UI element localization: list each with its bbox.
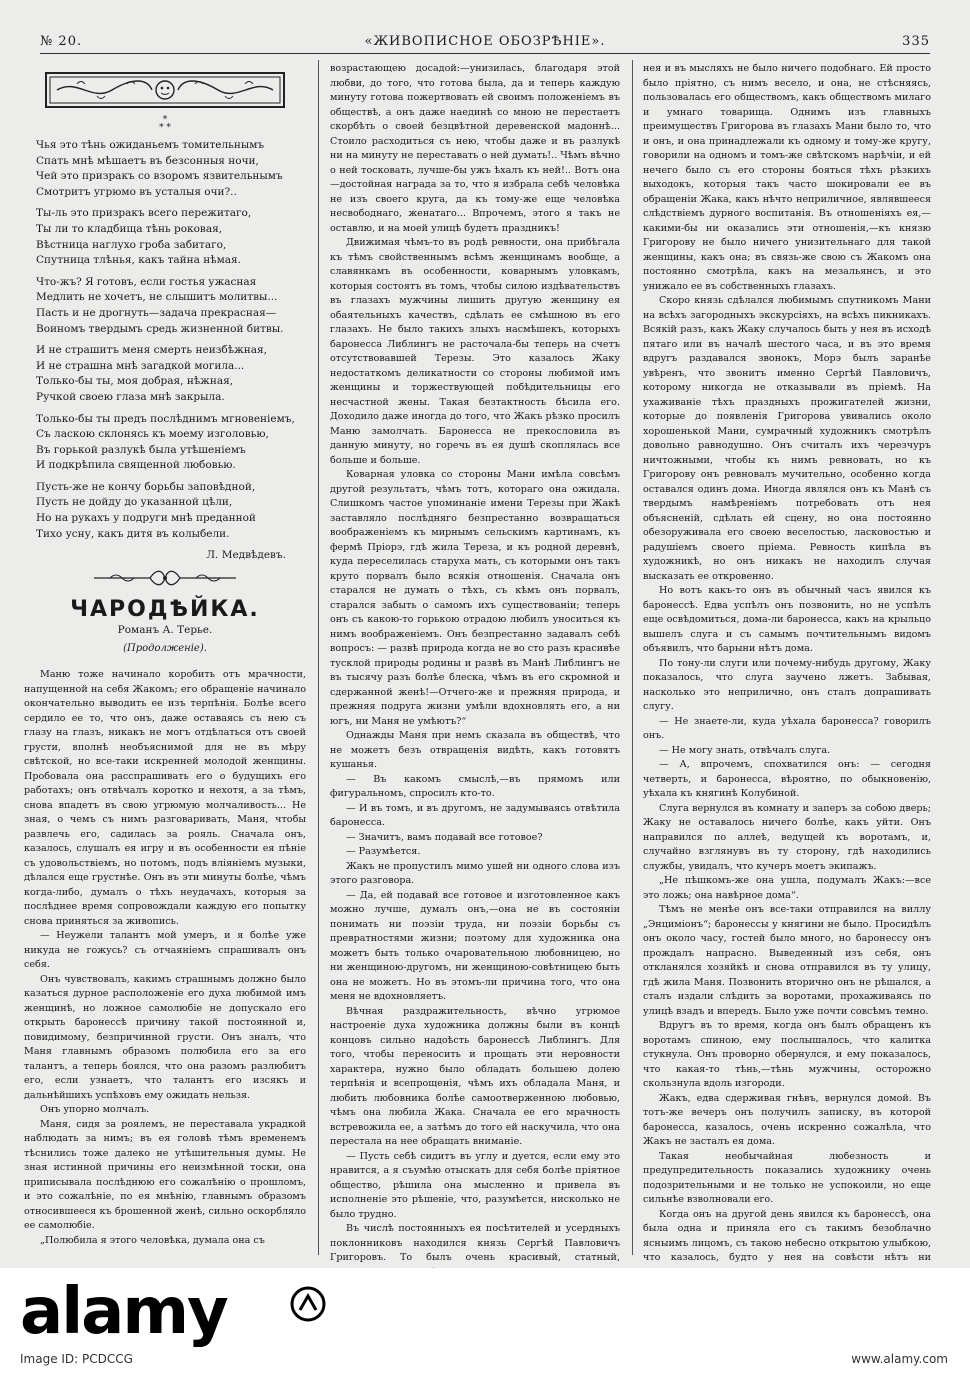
poem-stanza [36, 480, 306, 542]
alamy-logo-icon [290, 1286, 326, 1322]
poem-line: И подкрѣпила священной любовью. [36, 459, 236, 472]
poem-line: Воиномъ твердымъ средь жизненной битвы. [36, 322, 284, 335]
story-byline: Романъ А. Терье. [117, 624, 213, 637]
column-1 [24, 62, 306, 1257]
poem-line: Медлить не хочетъ, не слышитъ молитвы... [36, 291, 278, 304]
poem-stanza [36, 138, 306, 200]
paragraph: — И въ томъ, и въ другомъ, не задумываясь отвѣтила баронесса. [330, 802, 620, 828]
paragraph: Жакъ не пропустилъ мимо ушей ни одного слова изъ этого разговора. [330, 860, 620, 886]
header-rule [40, 53, 930, 54]
paragraph: Однажды Маня при немъ сказала въ обществѣ, что не можетъ безъ отвращенія видѣть, какъ готовятъ кушанья. [330, 730, 620, 770]
poem-line: Спутница тлѣнья, какъ тайна нѣмая. [36, 254, 241, 267]
poem-line: Что-жъ? Я готовъ, если гостья ужасная [36, 275, 257, 288]
poem-line: Пасть и не дрогнуть—задача прекрасная— [36, 306, 277, 319]
poem-line: Съ ласкою склонясь къ моему изголовью, [36, 428, 269, 441]
column-3 [643, 62, 931, 1263]
paragraph: Когда онъ на другой день явился къ баронессѣ, она была одна и приняла его съ такимъ безоблачно ясныимъ лицомъ, съ такою небесно открытою улыбкою, что казалось, будто у нея на совѣсти нѣтъ ни [643, 1208, 931, 1263]
paragraph: Маню тоже начинало коробить отъ мрачности, напущенной на себя Жакомъ; его обращеніе начинало окончательно выводить ее изъ терпѣнія. Болѣе всего сердило ее то, что онъ, даже оставаясь съ нею съ глазу на глазъ, никакъ не могъ отдѣлаться отъ своей грусти, вполнѣ необъяснимой для не въ мѣру свѣтской, но все-таки искренней молодой женщины. Пробовала она расспрашивать его о будущихъ его работахъ; онъ отвѣчалъ коротко и нехотя, а за тѣмъ, снова впадетъ въ свою угрюмую молчаливость... Не зная, о чемъ съ нимъ разговаривать, Маня, чтобы развлечь его, садилась за рояль. Сначала онъ, казалось, слушалъ ея игру и въ особенности ея пѣніе съ удовольствіемъ, но потомъ, подъ вліяніемъ музыки, дѣлался еще грустнѣе. Онъ въ эти минуты болѣе, чѣмъ когда-либо, думалъ о тѣхъ неудачахъ, которыя за послѣднее время сопровождали каждую его попытку снова приняться за живопись. [24, 669, 306, 927]
paragraph: Тѣмъ не менѣе онъ все-таки отправился на виллу „Энциміонъ“; баронессы у княгини не было. Просидѣлъ онъ около часу, гостей было много, но баронессу онъ прождалъ напрасно. Выведенный изъ себя, онъ откланялся хозяйкѣ и снова отправился въ ту улицу, гдѣ жила Маня. Позвонить вторично онъ не рѣшался, а сталъ издали слѣдить за воротами, прохаживаясь по улицѣ взадъ и впередъ. Было уже почти совсѣмъ темно. [643, 904, 931, 1017]
paragraph: „Полюбила я этого человѣка, думала она съ [40, 1234, 265, 1246]
poem-line: Чей это призракъ со взоромъ язвительнымъ [36, 170, 283, 183]
poem-line: Только-бы ты предъ послѣднимъ мгновеніемъ, [36, 412, 295, 425]
paragraph: — Не могу знать, отвѣчалъ слуга. [659, 744, 831, 756]
paragraph: Скоро князь сдѣлался любимымъ спутникомъ Мани на всѣхъ загородныхъ экскурсіяхъ, на всѣхъ пикникахъ. Всякій разъ, какъ Жаку случалось быть у нея въ исходѣ пятаго или въ началѣ шестого часа, и въ это время вдругъ раздавался звонокъ, Морэ былъ заранѣе увѣренъ, что звонитъ именно Сергѣй Павловичъ, которому никогда не отказывали въ пріемѣ. На ухаживаніе тѣхъ праздныхъ прожигателей жизни, которые до появленія Григорова увивались около хорошенькой Мани, сумрачный художникъ смотрѣлъ довольно равнодушно. Онъ считалъ ихъ черезчуръ ничтожными, чтобы къ нимъ ревновать, но къ Григорову онъ ревновалъ мучительно, особенно когда оставался одинъ дома. Иногда являлся онъ къ Манѣ съ твердымъ намѣреніемъ потребовать отъ нея объясненій, сдѣлать ей сцену, но она постоянно обезоруживала его своею веселостью, ласковостью и радушіемъ своего пріема. Ревность кипѣла въ художникѣ, но онъ никакъ не находилъ случая высказать ее откровенно. [643, 295, 931, 582]
page-header [40, 30, 930, 54]
divider-ornament-icon [90, 567, 240, 589]
column-rule-1 [318, 60, 319, 1255]
paragraph: Онъ чувствовалъ, какимъ страшнымъ должно было казаться дурное расположеніе его духа любимой имъ женщинѣ, но ложное самолюбіе не допускало его открыть баронессѣ причину такой постоянной и, повидимому, безпричинной грусти. Онъ зналъ, что Маня главнымъ образомъ полюбила его за его талантъ, а теперь боялся, что она разомъ разлюбитъ его, если узнаетъ, что талантъ его изсякъ и дальнѣйшихъ успѣховъ ему ожидать нельзя. [24, 973, 306, 1101]
paragraph: Но вотъ какъ-то онъ въ обычный часъ явился къ баронессѣ. Едва успѣлъ онъ позвонить, но не успѣлъ еще освѣдомиться, дома-ли баронесса, какъ на крыльцо вышелъ слуга и съ самымъ почтительнымъ видомъ объявилъ, что барыни нѣтъ дома. [643, 585, 931, 654]
paragraph: Вѣчная раздражительность, вѣчно угрюмое настроеніе духа художника должны были въ концѣ концовъ сильно надоѣсть баронессѣ Либлингъ. Для того, чтобы переносить и прощать эти неровности характера, нужно было обладать большею долею терпѣнія и всепрощенія, чѣмъ ихъ обладала Маня, и любить любовника болѣе самоотверженною любовью, чѣмъ она любила Жака. Сначала ее его мрачность встревожила ее, а затѣмъ до того ей наскучила, что она перестала на нее обращать вниманіе. [330, 1005, 620, 1147]
paragraph: — Неужели талантъ мой умеръ, и я болѣе уже никуда не гожусь? съ отчаяніемъ спрашивалъ онъ себя. [24, 930, 306, 971]
poem-stanza [36, 343, 306, 405]
paragraph: — Разумѣется. [346, 846, 421, 857]
poem-line: Смотритъ угрюмо въ усталыя очи?.. [36, 185, 237, 198]
issue-number: № 20. [40, 34, 83, 49]
watermark-url: www.alamy.com [851, 1352, 948, 1366]
poem-line: Пусть не дойду до указанной цѣли, [36, 496, 233, 509]
poem-line: Ты ли то кладбища тѣнь роковая, [36, 222, 223, 235]
poem [24, 138, 306, 542]
paragraph: — Да, ей подавай все готовое и изготовленное какъ можно лучше, думалъ онъ,—она не въ состояніи понимать ни поэзіи труда, ни поэзіи борьбы съ превратностями жизни; поэтому для художника она можетъ быть только очаровательною любовницею, но ни женщиною-другомъ, ни женщиною-совѣтницею быть она не можетъ. Но въ этомъ-ли причина того, что она меня не вдохновляетъ. [330, 889, 620, 1002]
column-2 [330, 62, 620, 1263]
paragraph: Онъ упорно молчалъ. [40, 1104, 150, 1116]
paragraph: Маня, сидя за роялемъ, не переставала украдкой наблюдать за нимъ; въ ея головѣ тѣмъ временемъ тѣснились тоже далеко не утѣшительныя думы. Не зная истинной причины его неизмѣнной тоски, она приписывала послѣднюю его сожалѣнію о прошломъ, и это сожалѣніе, по ея мнѣнію, главнымъ образомъ относившееся къ брошенной женѣ, сильно оскорбляло ее самолюбіе. [24, 1118, 306, 1232]
paragraph: нея и въ мысляхъ не было ничего подобнаго. Ей просто было пріятно, съ нимъ весело, и она, не стѣсняясь, пользовалась его обществомъ, какъ обществомъ милаго и умнаго товарища. Однимъ изъ главныхъ преимуществъ Григорова въ глазахъ Мани было то, что и онъ, и она принадлежали къ одному и тому-же кругу, говорили на одномъ и томъ-же свѣтскомъ нарѣчіи, и ей нечего было съ его стороны бояться тѣхъ рѣзкихъ выходокъ, которыя такъ часто шокировали ее въ обращеніи Жака, какъ нѣчто неприличное, являвшееся слѣдствіемъ дурного воспитанія. Въ отношеніяхъ ея,—какими-бы ни оказались эти отношенія,—къ князю Григорову не было ничего унизительнаго для такой женщины, какъ она; въ связь-же свою съ Жакомъ она постоянно смотрѣла, какъ на мезальянсъ, и это унижало ее въ собственныхъ глазахъ. [643, 63, 931, 292]
poem-stanza [36, 412, 306, 474]
poem-line: Но на рукахъ у подруги мнѣ преданной [36, 512, 256, 525]
poem-line: Только-бы ты, моя добрая, нѣжная, [36, 375, 234, 388]
poem-stanza [36, 275, 306, 337]
magazine-title: «ЖИВОПИСНОЕ ОБОЗРѢНІЕ». [364, 34, 606, 49]
poem-line: Спать мнѣ мѣшаетъ въ безсонныя ночи, [36, 154, 259, 167]
poem-line: Вѣстница наглухо гроба забитаго, [36, 238, 227, 251]
asterism: * * * [159, 115, 171, 133]
story-continuation: (Продолженіе). [123, 642, 207, 654]
paragraph: Движимая чѣмъ-то въ родѣ ревности, она прибѣгала къ тѣмъ свойственнымъ всѣмъ женщинамъ вообще, а славянкамъ въ особенности, коварнымъ уловкамъ, которыя состоятъ въ томъ, чтобы силою издѣвательствъ въ глазахъ мужчины лишить другую женщину ея обаятельныхъ качествъ, сдѣлать ее смѣшною въ его глазахъ. Не было такихъ злыхъ насмѣшекъ, которыхъ баронесса Либлингъ не расточала-бы теперь на счетъ отсутствовавшей Терезы. Это казалось Жаку недостаткомъ деликатности со стороны любимой имъ женщины и торжествующей побѣдительницы его несчастной жены. Такая безтактность бѣсила его. Доходило даже иногда до того, что Жакъ рѣзко просилъ Маню замолчать. Баронесса не прекословила въ данную минуту, но горечь въ ея душѣ скоплялась все больше и больше. [330, 237, 620, 466]
paragraph: Вдругъ въ то время, когда онъ былъ обращенъ къ воротамъ спиною, ему послышалось, что калитка стукнула. Онъ проворно обернулся, и ему показалось, что какая-то тѣнь,—тѣнь мужчины, осторожно скользнула вдоль изгороди. [643, 1020, 931, 1089]
image-id: Image ID: PCDCCG [20, 1352, 133, 1366]
poem-stanza [36, 206, 306, 268]
poem-line: Пусть-же не кончу борьбы заповѣдной, [36, 480, 256, 493]
watermark-logo: alamy [20, 1275, 227, 1349]
paragraph: — Пусть себѣ сидитъ въ углу и дуется, если ему это нравится, а я съумѣю отыскать для себя болѣе пріятное общество, рѣшила она мысленно и привела въ исполненіе это рѣшеніе, что, разумѣется, нисколько не было трудно. [330, 1150, 620, 1220]
poem-line: Ручкой своею глаза мнѣ закрыла. [36, 390, 225, 403]
paragraph: По тону-ли слуги или почему-нибудь другому, Жаку показалось, что слуга заучено лжетъ. Забывая, насколько это неприлично, онъ сталъ допрашивать слугу. [643, 657, 931, 712]
poem-line: Тихо усну, какъ дитя въ колыбели. [36, 527, 230, 540]
paragraph: Въ числѣ постоянныхъ ея посѣтителей и усердныхъ поклонниковъ находился князь Сергѣй Павловичъ Григоровъ. То былъ очень красивый, статный, [330, 1223, 620, 1263]
poem-line: Чья это тѣнь ожиданьемъ томительнымъ [36, 139, 265, 151]
paragraph: Коварная уловка со стороны Мани имѣла совсѣмъ другой результатъ, чѣмъ тотъ, котораго она ожидала. Слишкомъ частое упоминаніе имени Терезы при Жакѣ заставляло послѣдняго безпрестанно возвращаться воображеніемъ къ мирнымъ сельскимъ картинамъ, къ фермѣ Пріорэ, гдѣ жила Тереза, и къ родной деревнѣ, куда переселилась старуха мать, съ которыми онъ такъ круто порвалъ было всякія отношенія. Сначала онъ старался не думать о тѣхъ, съ кѣмъ онъ порвалъ, старался забыть о самомъ ихъ существованіи; теперь онъ съ какою-то горькою отрадою любилъ уноситься къ нимъ воображеніемъ. Онъ безпрестанно задавалъ себѣ вопросъ: — развѣ природа когда не во сто разъ красивѣе тусклой природы родины и развѣ въ Манѣ Либлингъ не въ тысячу разъ болѣе блеска, чѣмъ въ его скромной и сдержанной женѣ!—Отчего-же и прежняя природа, и прежняя подруга жизни умѣли вдохновлять его, а ни югъ, ни Маня не умѣютъ?“ [330, 469, 620, 727]
poem-line: И не страшитъ меня смерть неизбѣжная, [36, 344, 267, 357]
paragraph: возрастающею досадой:—унизилась, благодаря этой любви, до того, что готова была, да и теперь каждую минуту готова пожертвовать ей своимъ положеніемъ въ обществѣ, а онъ даже наединѣ со мною не перестаетъ скорбѣть о своей безцвѣтной деревенской мадоннѣ... Стоило расходиться съ нею, чтобы даже и въ разлукѣ ни на минуту не переставать о ней думать!.. Чѣмъ вѣчно о ней тосковать, лучше-бы ужъ ѣхалъ къ ней!.. Вотъ она—достойная награда за то, что я избрала себѣ человѣка не изъ своего круга, да къ тому-же еще человѣка несвободнаго, женатаго... Впрочемъ, этого я такъ не оставлю, и на моей улицѣ будетъ праздникъ! [330, 63, 620, 234]
poem-line: Въ горькой разлукѣ была утѣшеніемъ [36, 443, 246, 456]
column-rule-2 [632, 60, 633, 1255]
paragraph: Такая необычайная любезность и предупредительность показались художнику очень подозрительными и не только не успокоили, но еще сильнѣе взволновали его. [643, 1150, 931, 1205]
page-number: 335 [902, 34, 930, 49]
ornament-banner [45, 72, 285, 108]
paragraph: — Не знаете-ли, куда уѣхала баронесса? говорилъ онъ. [643, 715, 931, 741]
paragraph: Слуга вернулся въ комнату и заперъ за собою дверь; Жаку не оставалось ничего болѣе, какъ уйти. Онъ направился по аллеѣ, ведущей къ воротамъ, и, случайно взглянувъ въ ту сторону, гдѣ находились службы, увидалъ, что кучеръ моетъ экипажъ. [643, 802, 931, 872]
story-title: ЧАРОДѢЙКА. [70, 596, 260, 622]
paragraph: — А, впрочемъ, спохватился онъ: — сегодня четверть, и баронесса, вѣроятно, по обыкновенію, уѣхала къ княгинѣ Колубиной. [643, 759, 931, 799]
paragraph: — Значитъ, вамъ подавай все готовое? [346, 831, 543, 843]
paragraph: „Не пѣшкомъ-же она ушла, подумалъ Жакъ:—все это ложь; она навѣрное дома“. [643, 875, 931, 901]
ornament-vine-icon [47, 74, 283, 106]
poem-line: И не страшна мнѣ загадкой могила... [36, 359, 245, 372]
poem-line: Ты-ль это призракъ всего пережитаго, [36, 207, 252, 220]
poem-author: Л. Медвѣдевъ. [206, 549, 286, 562]
paragraph: — Въ какомъ смыслѣ,—въ прямомъ или фигуральномъ, спросилъ кто-то. [330, 773, 620, 799]
paragraph: Жакъ, едва сдерживая гнѣвъ, вернулся домой. Въ тотъ-же вечеръ онъ получилъ записку, въ которой баронесса, казалось, очень искренно сожалѣла, что Жакъ не засталъ ея дома. [643, 1092, 931, 1147]
